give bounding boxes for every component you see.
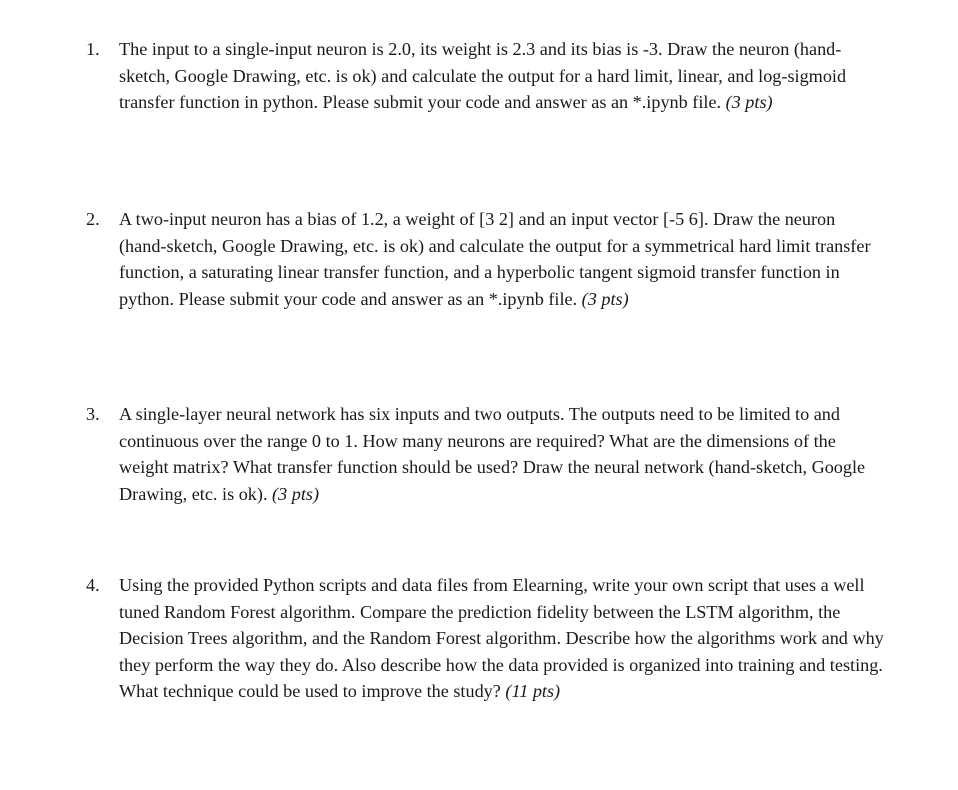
question-2 xyxy=(86,206,886,312)
question-points: (3 pts) xyxy=(581,288,629,309)
question-4 xyxy=(86,572,886,705)
question-body xyxy=(119,206,886,312)
question-number: 2. xyxy=(86,209,100,229)
question-body xyxy=(119,572,886,705)
question-text: A two-input neuron has a bias of 1.2, a weight of [3 2] and an input vector [-5 6]. Draw the neuron (hand-sketch, Google Drawing, etc. is ok) and calculate the output for a symmetrical hard limit transfer function, a saturating linear transfer function, and a hyperbolic tangent sigmoid transfer function in python. Please submit your code and answer as an *.ipynb file. xyxy=(119,209,871,309)
question-points: (3 pts) xyxy=(272,483,320,504)
question-1 xyxy=(86,36,886,116)
question-number: 1. xyxy=(86,39,100,59)
question-number: 3. xyxy=(86,404,100,424)
question-points: (11 pts) xyxy=(505,681,561,702)
question-text: Using the provided Python scripts and data files from Elearning, write your own script that uses a well tuned Random Forest algorithm. Compare the prediction fidelity between the LSTM algorithm, the Decision Trees algorithm, and the Random Forest algorithm. Describe how the algorithms work and why they perform the way they do. Also describe how the data provided is organized into training and testing. What technique could be used to improve the study? xyxy=(119,575,884,702)
question-text: The input to a single-input neuron is 2.0, its weight is 2.3 and its bias is -3. Draw the neuron (hand-sketch, Google Drawing, etc. is ok) and calculate the output for a hard limit, linear, and log-sigmoid transfer function in python. Please submit your code and answer as an *.ipynb file. xyxy=(119,39,847,113)
question-text: A single-layer neural network has six inputs and two outputs. The outputs need to be limited to and continuous over the range 0 to 1. How many neurons are required? What are the dimensions of the weight matrix? What transfer function should be used? Draw the neural network (hand-sketch, Google Drawing, etc. is ok). xyxy=(119,404,866,504)
question-number: 4. xyxy=(86,575,100,595)
question-body xyxy=(119,36,886,116)
question-body xyxy=(119,401,886,507)
question-points: (3 pts) xyxy=(725,92,773,113)
question-3 xyxy=(86,401,886,507)
